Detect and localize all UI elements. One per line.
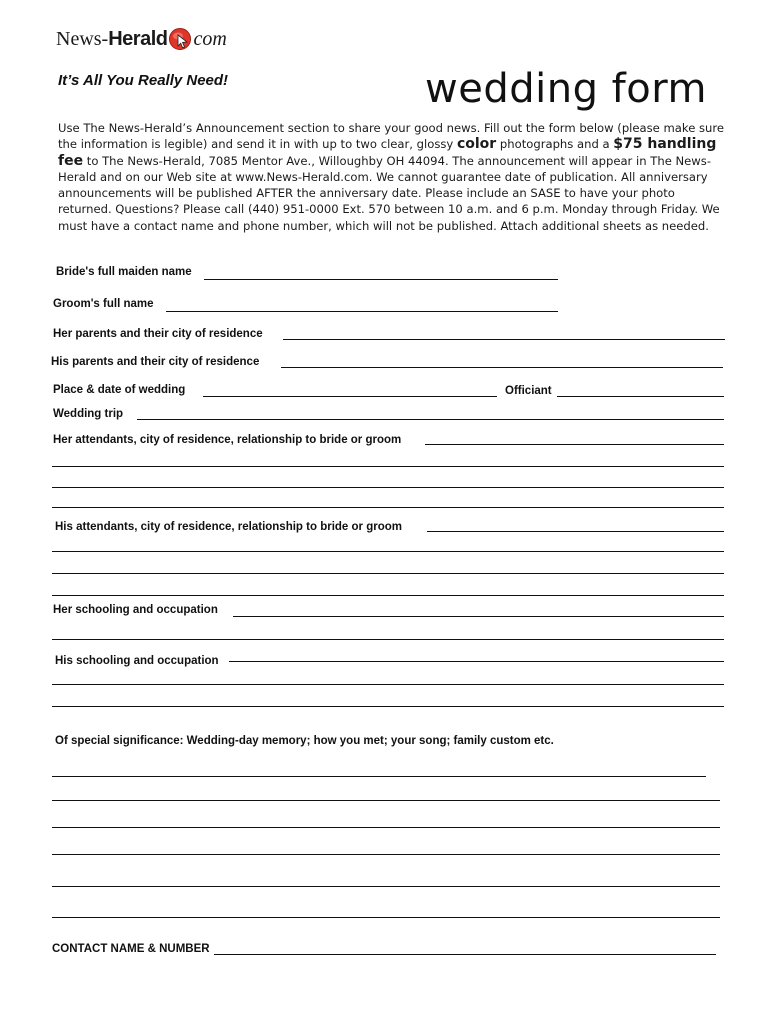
his-schooling-field[interactable] <box>229 661 724 662</box>
news-herald-logo <box>56 24 227 54</box>
intro-text-1: Use The News-Herald’s Announcement section to share your good news. Fill out the form below (please make sure the information is legible) and send it in with up to two clear, glossy <box>58 121 725 152</box>
wedding-trip-field[interactable] <box>137 419 724 420</box>
his-attendants-label: His attendants, city of residence, relationship to bride or groom <box>55 521 402 533</box>
logo-prefix: News- <box>56 27 109 50</box>
her-attendants-label: Her attendants, city of residence, relationship to bride or groom <box>53 434 402 446</box>
intro-text-2: photographs and a <box>496 137 614 152</box>
special-line-2[interactable] <box>52 800 720 801</box>
officiant-field[interactable] <box>557 396 724 397</box>
his-attendants-field[interactable] <box>427 531 724 532</box>
bride-name-label: Bride's full maiden name <box>56 266 192 278</box>
her-schooling-field[interactable] <box>233 616 724 617</box>
officiant-label: Officiant <box>505 385 552 397</box>
place-date-label: Place & date of wedding <box>53 384 186 396</box>
special-line-1[interactable] <box>52 776 706 777</box>
groom-name-label: Groom's full name <box>53 298 154 310</box>
contact-label: CONTACT NAME & NUMBER <box>52 943 210 955</box>
bride-name-field[interactable] <box>204 279 558 280</box>
his-attendants-line-3[interactable] <box>52 573 724 574</box>
special-line-6[interactable] <box>52 917 720 918</box>
contact-field[interactable] <box>214 954 716 955</box>
tagline: It’s All You Really Need! <box>58 72 229 89</box>
her-parents-field[interactable] <box>283 339 725 340</box>
her-schooling-line-2[interactable] <box>52 639 724 640</box>
his-attendants-line-2[interactable] <box>52 551 724 552</box>
her-schooling-label: Her schooling and occupation <box>53 604 218 616</box>
intro-color-word: color <box>456 136 497 153</box>
his-schooling-line-2[interactable] <box>52 684 724 685</box>
logo-globe-icon <box>168 27 192 51</box>
her-attendants-line-3[interactable] <box>52 487 724 488</box>
place-date-field[interactable] <box>203 396 497 397</box>
his-attendants-line-4[interactable] <box>52 595 724 596</box>
her-attendants-line-2[interactable] <box>52 466 724 467</box>
groom-name-field[interactable] <box>166 311 558 312</box>
logo-suffix: com <box>193 27 227 50</box>
special-line-3[interactable] <box>52 827 720 828</box>
wedding-trip-label: Wedding trip <box>53 408 124 420</box>
her-attendants-line-4[interactable] <box>52 507 724 508</box>
logo-brand: Herald <box>108 27 168 50</box>
her-attendants-field[interactable] <box>425 444 724 445</box>
special-line-4[interactable] <box>52 854 720 855</box>
her-parents-label: Her parents and their city of residence <box>53 328 263 340</box>
his-schooling-line-3[interactable] <box>52 706 724 707</box>
intro-fee: $75 handling fee <box>58 136 717 169</box>
his-parents-field[interactable] <box>281 367 723 368</box>
page-title: wedding form <box>425 66 707 112</box>
instructions-paragraph <box>58 120 728 234</box>
special-line-5[interactable] <box>52 886 720 887</box>
intro-text-3: to The News-Herald, 7085 Mentor Ave., Willoughby OH 44094. The announcement will appear in The News-Herald and on our Web site at www.News-Herald.com. We cannot guarantee date of publication. All anniversary announcements will be published AFTER the anniversary date. Please include an SASE to have your photo returned. Questions? Please call (440) 951-0000 Ext. 570 between 10 a.m. and 6 p.m. Monday through Friday. We must have a contact name and phone number, which will not be published. Attach additional sheets as needed. <box>58 153 720 233</box>
his-parents-label: His parents and their city of residence <box>51 356 260 368</box>
his-schooling-label: His schooling and occupation <box>55 655 219 667</box>
special-significance-label: Of special significance: Wedding-day memory; how you met; your song; family custom etc. <box>55 735 554 747</box>
